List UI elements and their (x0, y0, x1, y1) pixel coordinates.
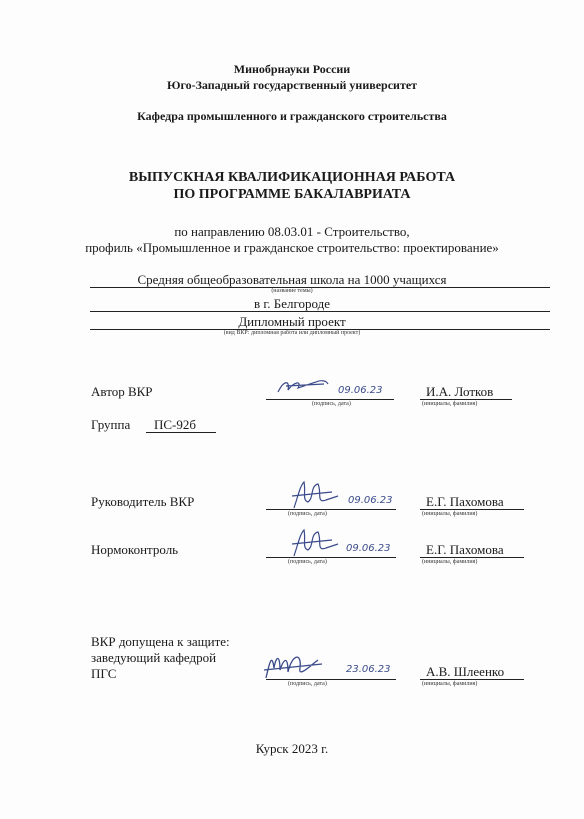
author-sign-date: 09.06.23 (338, 385, 383, 396)
admission-line3: ПГС (91, 666, 117, 681)
university-name: Юго-Западный государственный университет (166, 78, 418, 92)
admission-line2: заведующий кафедрой (91, 650, 217, 665)
author-sign-line (266, 399, 394, 400)
head-name: А.В. Шлеенко (426, 664, 505, 679)
department-name: Кафедра промышленного и гражданского строительства (137, 109, 447, 123)
supervisor-label: Руководитель ВКР (91, 494, 195, 509)
ministry-name: Минобрнауки России (233, 62, 351, 76)
city-year: Курск 2023 г. (255, 741, 329, 756)
direction-line1: по направлению 08.03.01 - Строительство, (174, 224, 410, 239)
topic-caption: (название темы) (271, 288, 313, 294)
normcontrol-signature (288, 526, 348, 560)
supervisor-signature (288, 478, 348, 512)
group-label: Группа (91, 417, 131, 432)
supervisor-sign-date: 09.06.23 (348, 495, 393, 506)
head-name-caption: (инициалы, фамилия) (422, 681, 478, 687)
author-label: Автор ВКР (91, 384, 153, 399)
topic-underline2 (90, 311, 550, 312)
supervisor-name-caption: (инициалы, фамилия) (422, 511, 478, 517)
direction-line2: профиль «Промышленное и гражданское строительство: проектирование» (85, 240, 499, 255)
normcontrol-sign-line (266, 557, 396, 558)
work-type: Дипломный проект (238, 314, 346, 329)
supervisor-name-line (420, 509, 524, 510)
topic-line2: в г. Белгороде (254, 296, 330, 311)
head-sign-caption: (подпись, дата) (288, 681, 327, 687)
admission-line1: ВКР допущена к защите: (91, 634, 230, 649)
normcontrol-name-line (420, 557, 524, 558)
head-sign-line (266, 679, 396, 680)
head-sign-date: 23.06.23 (346, 664, 391, 675)
head-name-line (420, 679, 524, 680)
author-name: И.А. Лотков (426, 384, 494, 399)
supervisor-sign-caption: (подпись, дата) (288, 511, 327, 517)
topic-line1: Средняя общеобразовательная школа на 1000 учащихся (137, 272, 447, 287)
author-signature (276, 376, 346, 398)
document-title-line1: ВЫПУСКНАЯ КВАЛИФИКАЦИОННАЯ РАБОТА (128, 170, 456, 185)
normcontrol-name-caption: (инициалы, фамилия) (422, 559, 478, 565)
normcontrol-label: Нормоконтроль (91, 542, 179, 557)
author-name-caption: (инициалы, фамилия) (422, 401, 478, 407)
normcontrol-name: Е.Г. Пахомова (426, 542, 504, 557)
author-name-line (420, 399, 512, 400)
group-value: ПС-92б (154, 417, 197, 432)
author-sign-caption: (подпись, дата) (312, 401, 351, 407)
work-type-caption: (вид ВКР: дипломная работа или дипломный проект) (223, 330, 361, 336)
supervisor-sign-line (266, 509, 396, 510)
normcontrol-sign-date: 09.06.23 (346, 543, 391, 554)
document-title-line2: ПО ПРОГРАММЕ БАКАЛАВРИАТА (173, 187, 411, 202)
group-underline (146, 432, 216, 433)
supervisor-name: Е.Г. Пахомова (426, 494, 504, 509)
normcontrol-sign-caption: (подпись, дата) (288, 559, 327, 565)
